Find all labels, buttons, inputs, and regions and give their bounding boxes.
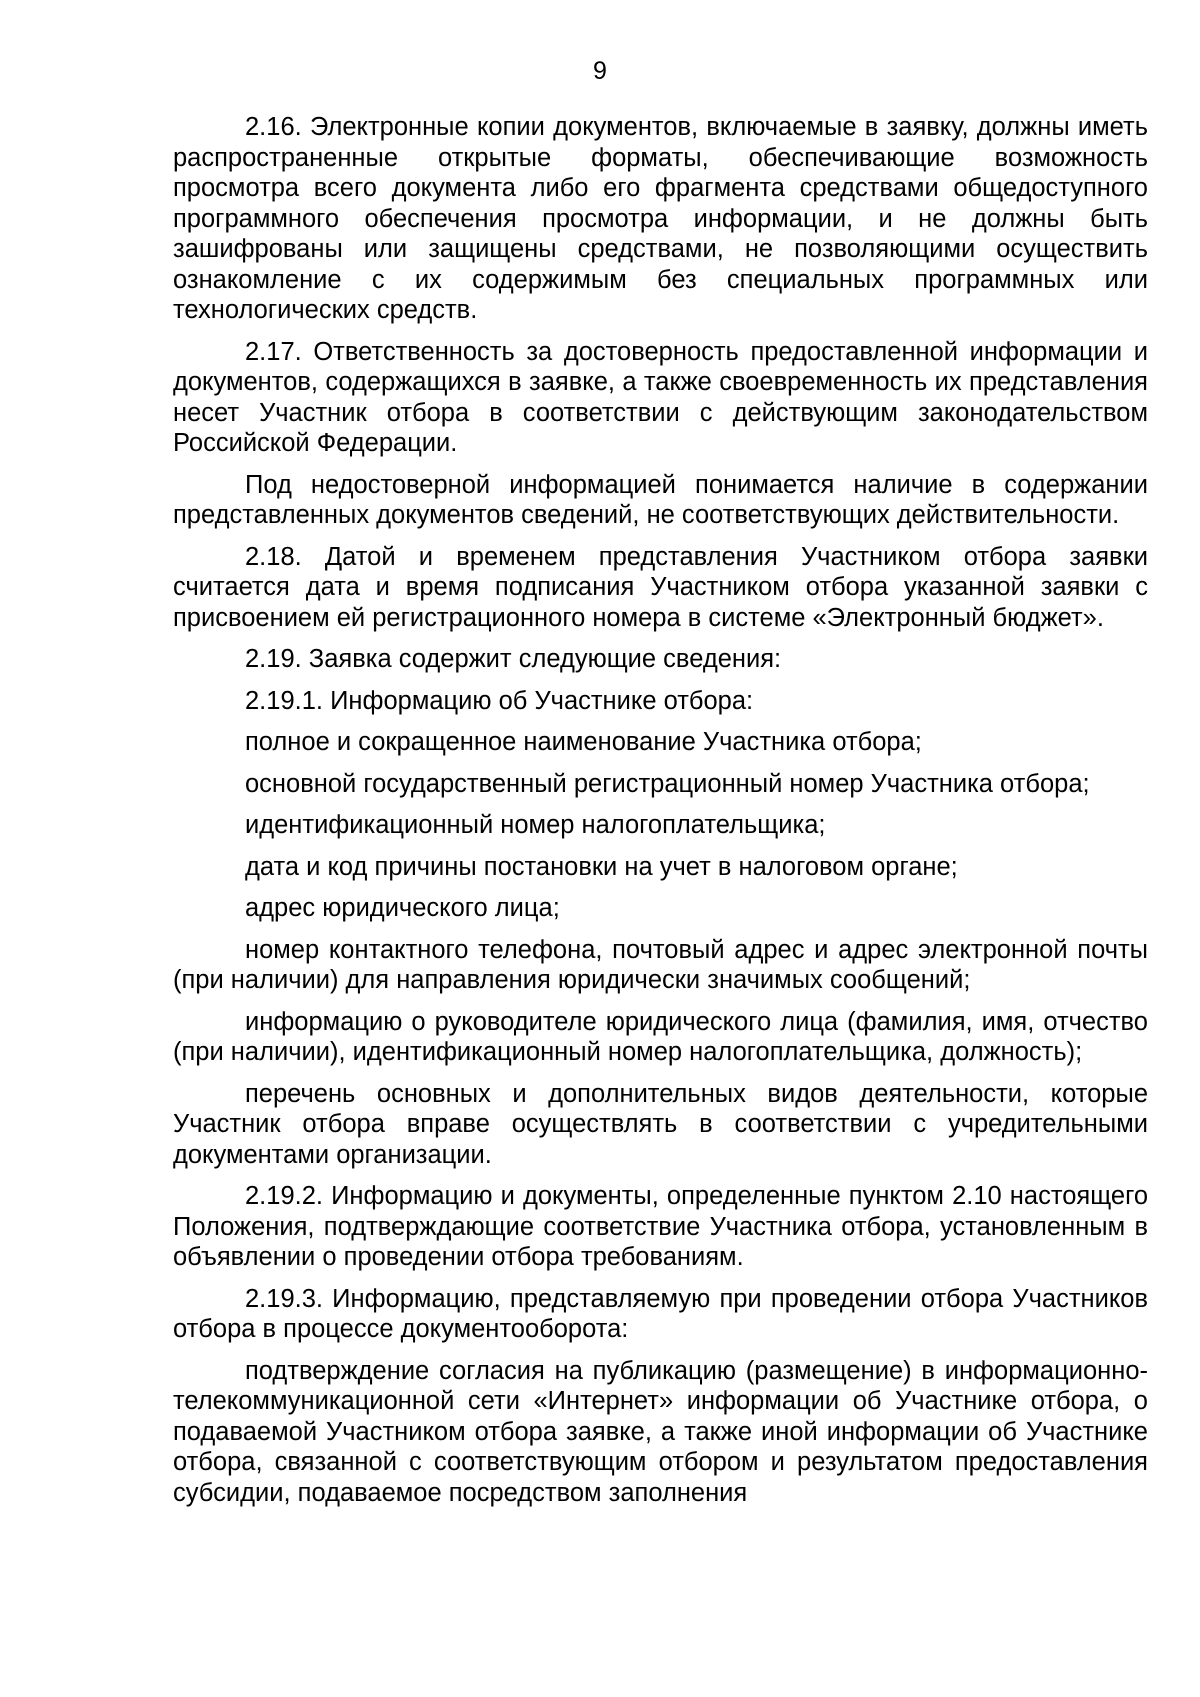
document-body	[173, 112, 1148, 1519]
list-item-activities: перечень основных и дополнительных видов деятельности, которые Участник отбора вправе осуществлять в соответствии с учредительными документами организации.	[173, 1079, 1148, 1169]
paragraph-2-16: 2.16. Электронные копии документов, включаемые в заявку, должны иметь распространенные открытые форматы, обеспечивающие возможность просмотра всего документа либо его фрагмента средствами общедоступного программного обеспечения просмотра информации, и не должны быть зашифрованы или защищены средствами, не позволяющими осуществить ознакомление с их содержимым без специальных программных или технологических средств.	[173, 113, 1148, 324]
list-item-director: информацию о руководителе юридического лица (фамилия, имя, отчество (при наличии), идентификационный номер налогоплательщика, должность);	[173, 1007, 1148, 1066]
paragraph-2-19-1: 2.19.1. Информацию об Участнике отбора:	[245, 686, 754, 715]
list-item-address: адрес юридического лица;	[245, 894, 560, 922]
paragraph-2-19-3: 2.19.3. Информацию, представляемую при проведении отбора Участников отбора в процессе документооборота:	[173, 1284, 1148, 1343]
list-item-consent: подтверждение согласия на публикацию (размещение) в информационно-телекоммуникационной сети «Интернет» информации об Участнике отбора, о подаваемой Участником отбора заявке, а также иной информации об Участнике отбора, связанной с соответствующим отбором и результатом предоставления субсидии, подаваемое посредством заполнения	[173, 1356, 1148, 1507]
paragraph-2-18: 2.18. Датой и временем представления Участником отбора заявки считается дата и время подписания Участником отбора указанной заявки с присвоением ей регистрационного номера в системе «Электронный бюджет».	[173, 542, 1148, 632]
list-item-contacts: номер контактного телефона, почтовый адрес и адрес электронной почты (при наличии) для направления юридически значимых сообщений;	[173, 935, 1148, 994]
paragraph-2-19: 2.19. Заявка содержит следующие сведения:	[245, 645, 782, 673]
list-item-inn: идентификационный номер налогоплательщика;	[245, 811, 826, 839]
paragraph-unreliable-info: Под недостоверной информацией понимается наличие в содержании представленных документов сведений, не соответствующих действительности.	[173, 470, 1148, 529]
list-item-kpp: дата и код причины постановки на учет в налоговом органе;	[245, 852, 958, 881]
list-item-ogrn: основной государственный регистрационный номер Участника отбора;	[245, 769, 1090, 798]
paragraph-2-19-2: 2.19.2. Информацию и документы, определенные пунктом 2.10 настоящего Положения, подтверждающие соответствие Участника отбора, установленным в объявлении о проведении отбора требованиям.	[173, 1182, 1148, 1271]
paragraph-2-17: 2.17. Ответственность за достоверность предоставленной информации и документов, содержащихся в заявке, а также своевременность их представления несет Участник отбора в соответствии с действующим законодательством Российской Федерации.	[173, 337, 1148, 457]
list-item-full-name: полное и сокращенное наименование Участника отбора;	[245, 728, 922, 756]
page-number: 9	[593, 57, 607, 85]
